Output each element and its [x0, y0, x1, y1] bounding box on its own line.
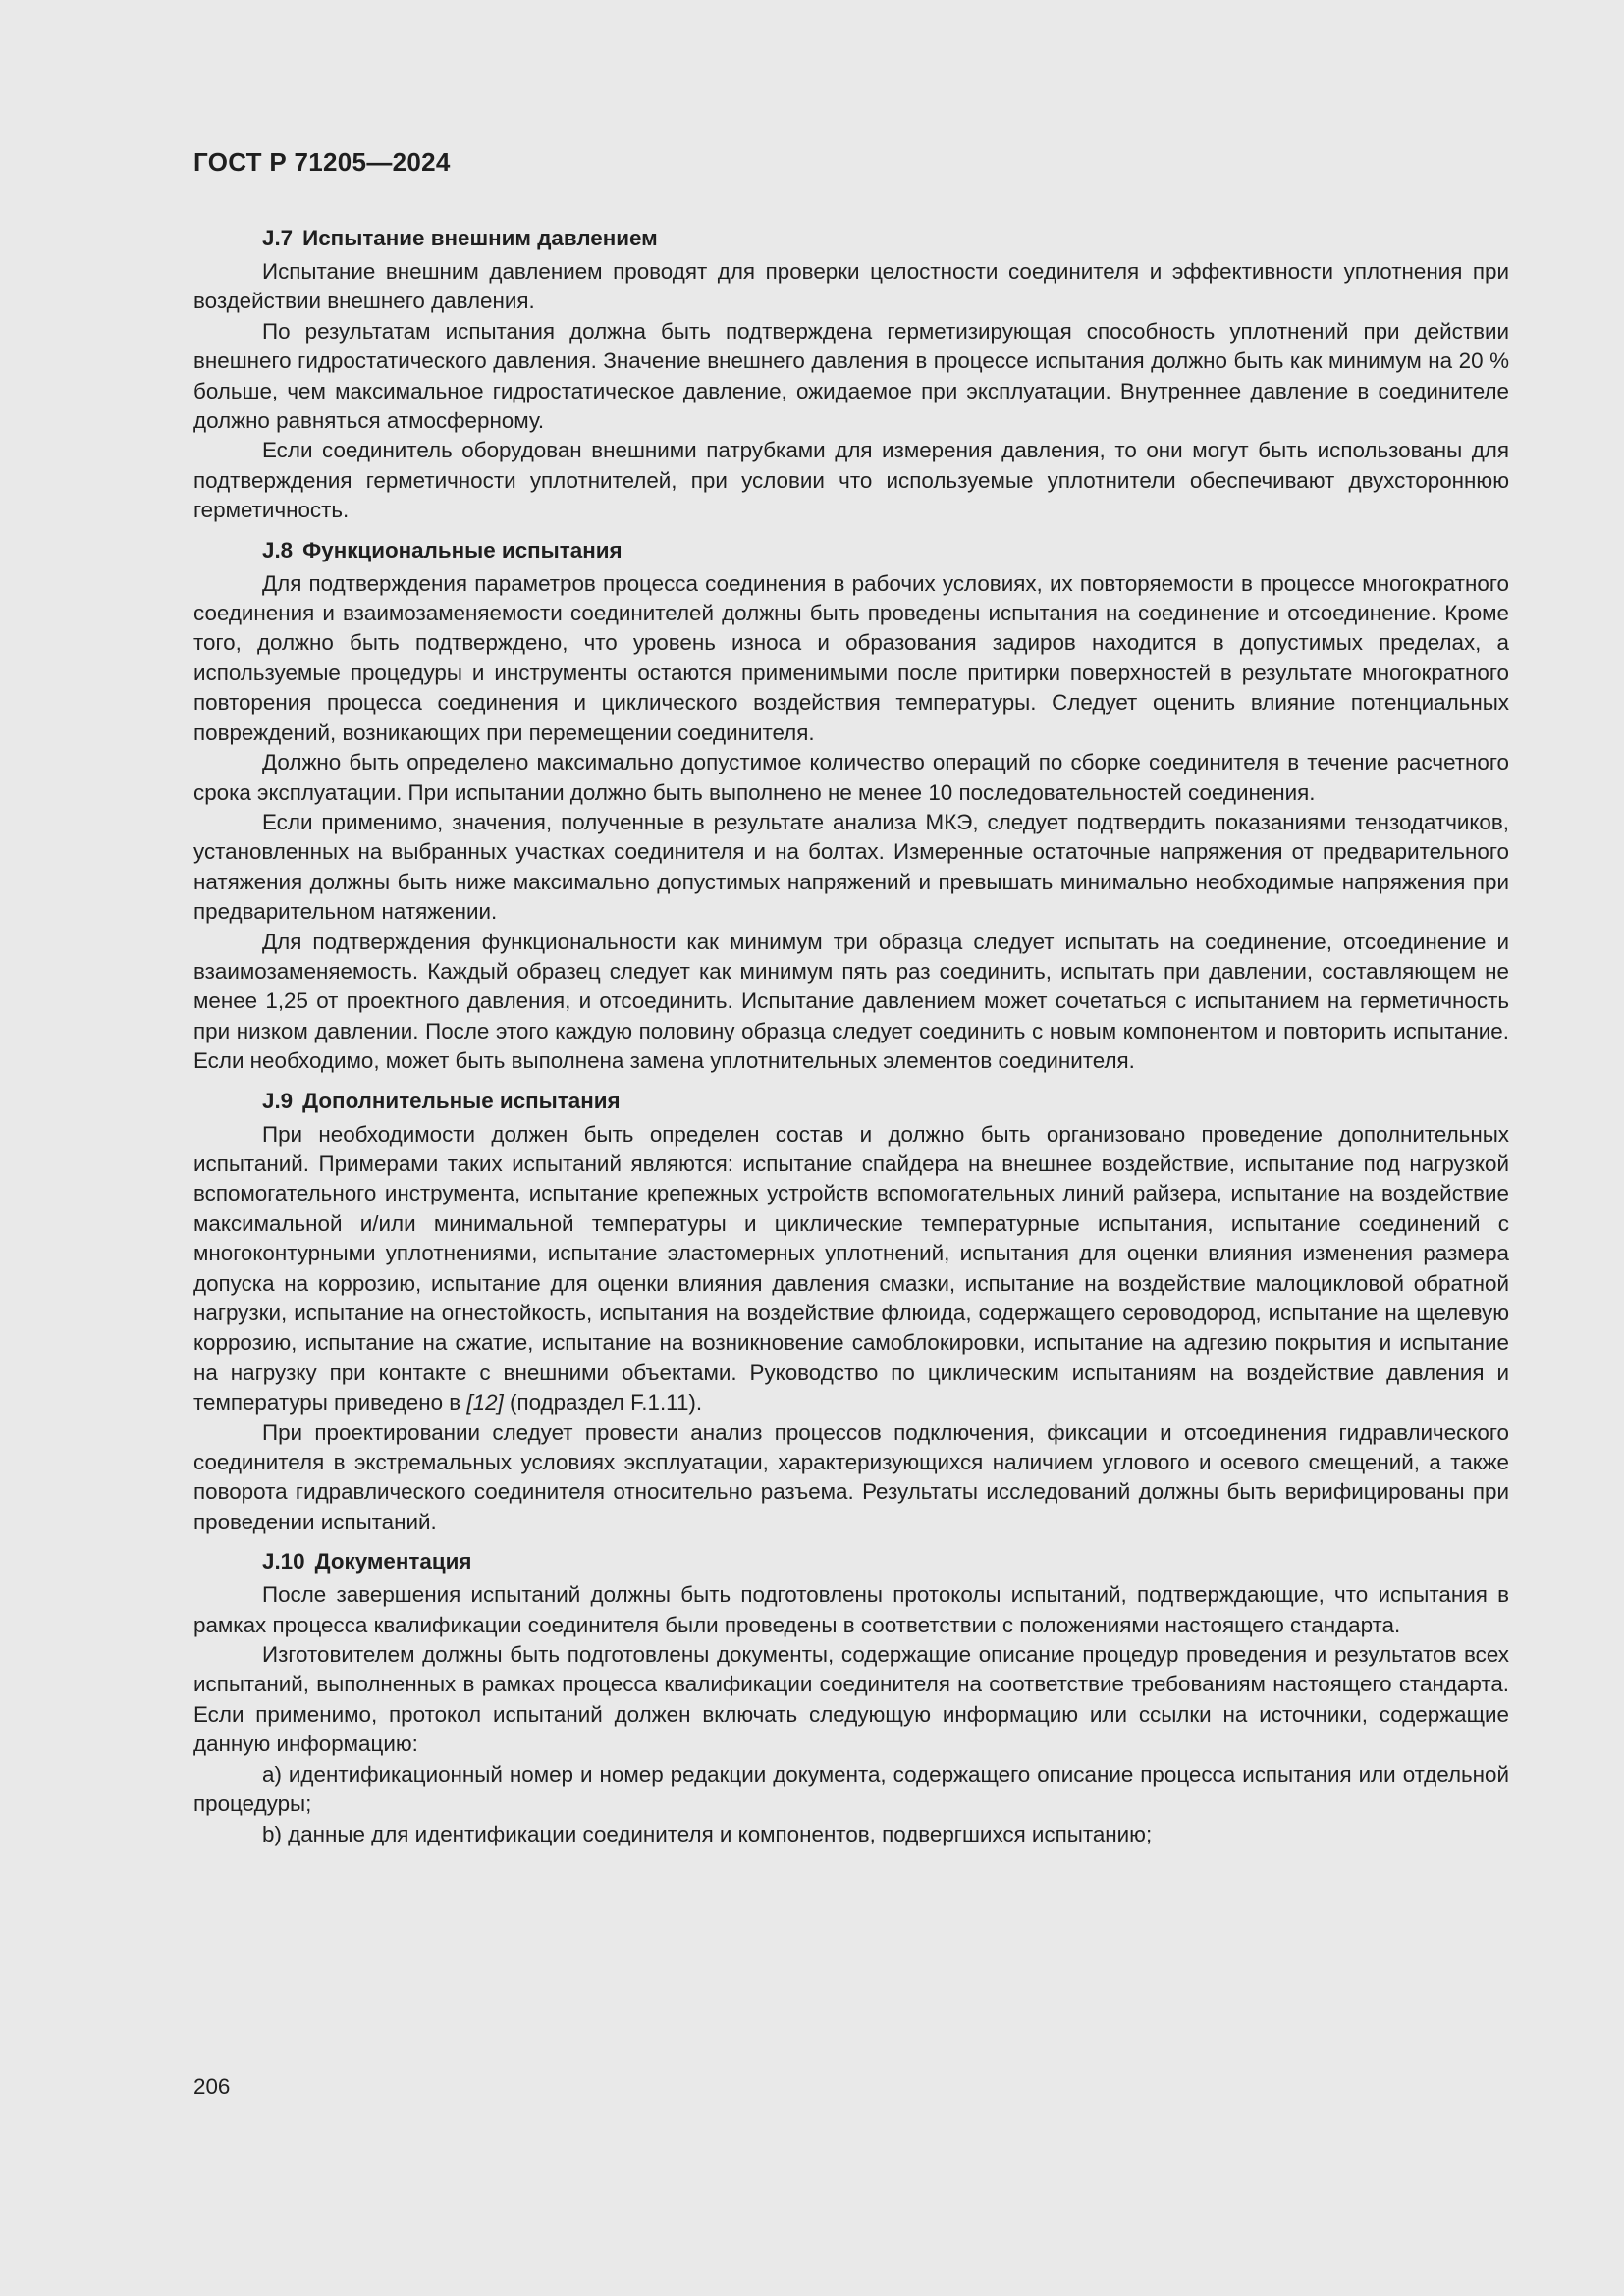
document-code-header: ГОСТ Р 71205—2024	[193, 147, 451, 177]
paragraph: Если применимо, значения, полученные в результате анализа МКЭ, следует подтвердить показаниями тензодатчиков, установленных на выбранных участках соединителя и на болтах. Измеренные остаточные напряжения от предварительного натяжения должны быть ниже максимально допустимых напряжений и превышать минимально необходимые напряжения при предварительном натяжении.	[193, 809, 1509, 925]
paragraph: Испытание внешним давлением проводят для проверки целостности соединителя и эффективности уплотнения при воздействии внешнего давления.	[193, 259, 1509, 314]
bibliography-reference: [12]	[466, 1390, 504, 1415]
section-title-j9	[193, 1087, 1509, 1116]
section-title-j7	[193, 224, 1509, 253]
paragraph: После завершения испытаний должны быть подготовлены протоколы испытаний, подтверждающие, что испытания в рамках процесса квалификации соединителя были проведены в соответствии с положениями настоящего стандарта.	[193, 1582, 1509, 1637]
section-number: J.8	[262, 537, 294, 562]
section-title-j10	[193, 1547, 1509, 1576]
page-number: 206	[193, 2074, 231, 2099]
section-heading: Функциональные испытания	[302, 537, 623, 562]
section-heading: Испытание внешним давлением	[302, 226, 658, 250]
section-heading: Документация	[314, 1549, 472, 1575]
paragraph: Для подтверждения параметров процесса соединения в рабочих условиях, их повторяемости в процессе многократного соединения и взаимозаменяемости соединителей должны быть проведены испытания на соединение и отсоединение. Кроме того, должно быть подтверждено, что уровень износа и образования задиров находится в допустимых пределах, а используемые процедуры и инструменты остаются применимыми после притирки поверхностей в результате многократного повторения процесса соединения и циклического воздействия температуры. Следует оценить влияние потенциальных повреждений, возникающих при перемещении соединителя.	[193, 570, 1509, 745]
paragraph: Если соединитель оборудован внешними патрубками для измерения давления, то они могут быть использованы для подтверждения герметичности уплотнителей, при условии что используемые уплотнители обеспечивают двухстороннюю герметичность.	[193, 438, 1509, 523]
paragraph: При проектировании следует провести анализ процессов подключения, фиксации и отсоединения гидравлического соединителя в экстремальных условиях эксплуатации, характеризующихся наличием углового и осевого смещений, а также поворота гидравлического соединителя относительно разъема. Результаты исследований должны быть верифицированы при проведении испытаний.	[193, 1419, 1509, 1534]
paragraph-text: (подраздел F.1.11).	[503, 1390, 703, 1415]
document-body	[193, 224, 1509, 1849]
paragraph-with-reference	[193, 1120, 1509, 1418]
section-number: J.10	[262, 1549, 305, 1575]
section-number: J.9	[262, 1088, 294, 1113]
section-number: J.7	[262, 226, 294, 250]
paragraph: Изготовителем должны быть подготовлены документы, содержащие описание процедур проведения и результатов всех испытаний, выполненных в рамках процесса квалификации соединителя на соответствие требованиям настоящего стандарта. Если применимо, протокол испытаний должен включать следующую информацию или ссылки на источники, содержащие данную информацию:	[193, 1642, 1509, 1757]
paragraph: Для подтверждения функциональности как минимум три образца следует испытать на соединение, отсоединение и взаимозаменяемость. Каждый образец следует как минимум пять раз соединить, испытать при давлении, составляющем не менее 1,25 от проектного давления, и отсоединить. Испытание давлением может сочетаться с испытанием на герметичность при низком давлении. После этого каждую половину образца следует соединить с новым компонентом и повторить испытание. Если необходимо, может быть выполнена замена уплотнительных элементов соединителя.	[193, 929, 1509, 1074]
section-title-j8	[193, 536, 1509, 565]
paragraph-text: При необходимости должен быть определен состав и должно быть организовано проведение дополнительных испытаний. Примерами таких испытаний являются: испытание спайдера на внешнее воздействие, испытание под нагрузкой вспомогательного инструмента, испытание крепежных устройств вспомогательных линий райзера, испытание на воздействие максимальной и/или минимальной температуры и циклические температурные испытания, испытание соединений с многоконтурными уплотнениями, испытание эластомерных уплотнений, испытания для оценки влияния изменения размера допуска на коррозию, испытание для оценки влияния давления смазки, испытание на воздействие малоцикловой обратной нагрузки, испытание на огнестойкость, испытания на воздействие флюида, содержащего сероводород, испытание на щелевую коррозию, испытание на сжатие, испытание на возникновение самоблокировки, испытание на адгезию покрытия и испытание на нагрузку при контакте с внешними объектами. Руководство по циклическим испытаниям на воздействие давления и температуры приведено в	[193, 1121, 1509, 1415]
section-heading: Дополнительные испытания	[302, 1088, 621, 1113]
paragraph: Должно быть определено максимально допустимое количество операций по сборке соединителя в течение расчетного срока эксплуатации. При испытании должно быть выполнено не менее 10 последовательностей соединения.	[193, 750, 1509, 805]
paragraph: По результатам испытания должна быть подтверждена герметизирующая способность уплотнений при действии внешнего гидростатического давления. Значение внешнего давления в процессе испытания должно быть как минимум на 20 % больше, чем максимальное гидростатическое давление, ожидаемое при эксплуатации. Внутреннее давление в соединителе должно равняться атмосферному.	[193, 318, 1509, 434]
list-item: b) данные для идентификации соединителя и компонентов, подвергшихся испытанию;	[262, 1821, 1153, 1846]
list-item: a) идентификационный номер и номер редакции документа, содержащего описание процесса испытания или отдельной процедуры;	[193, 1761, 1509, 1817]
